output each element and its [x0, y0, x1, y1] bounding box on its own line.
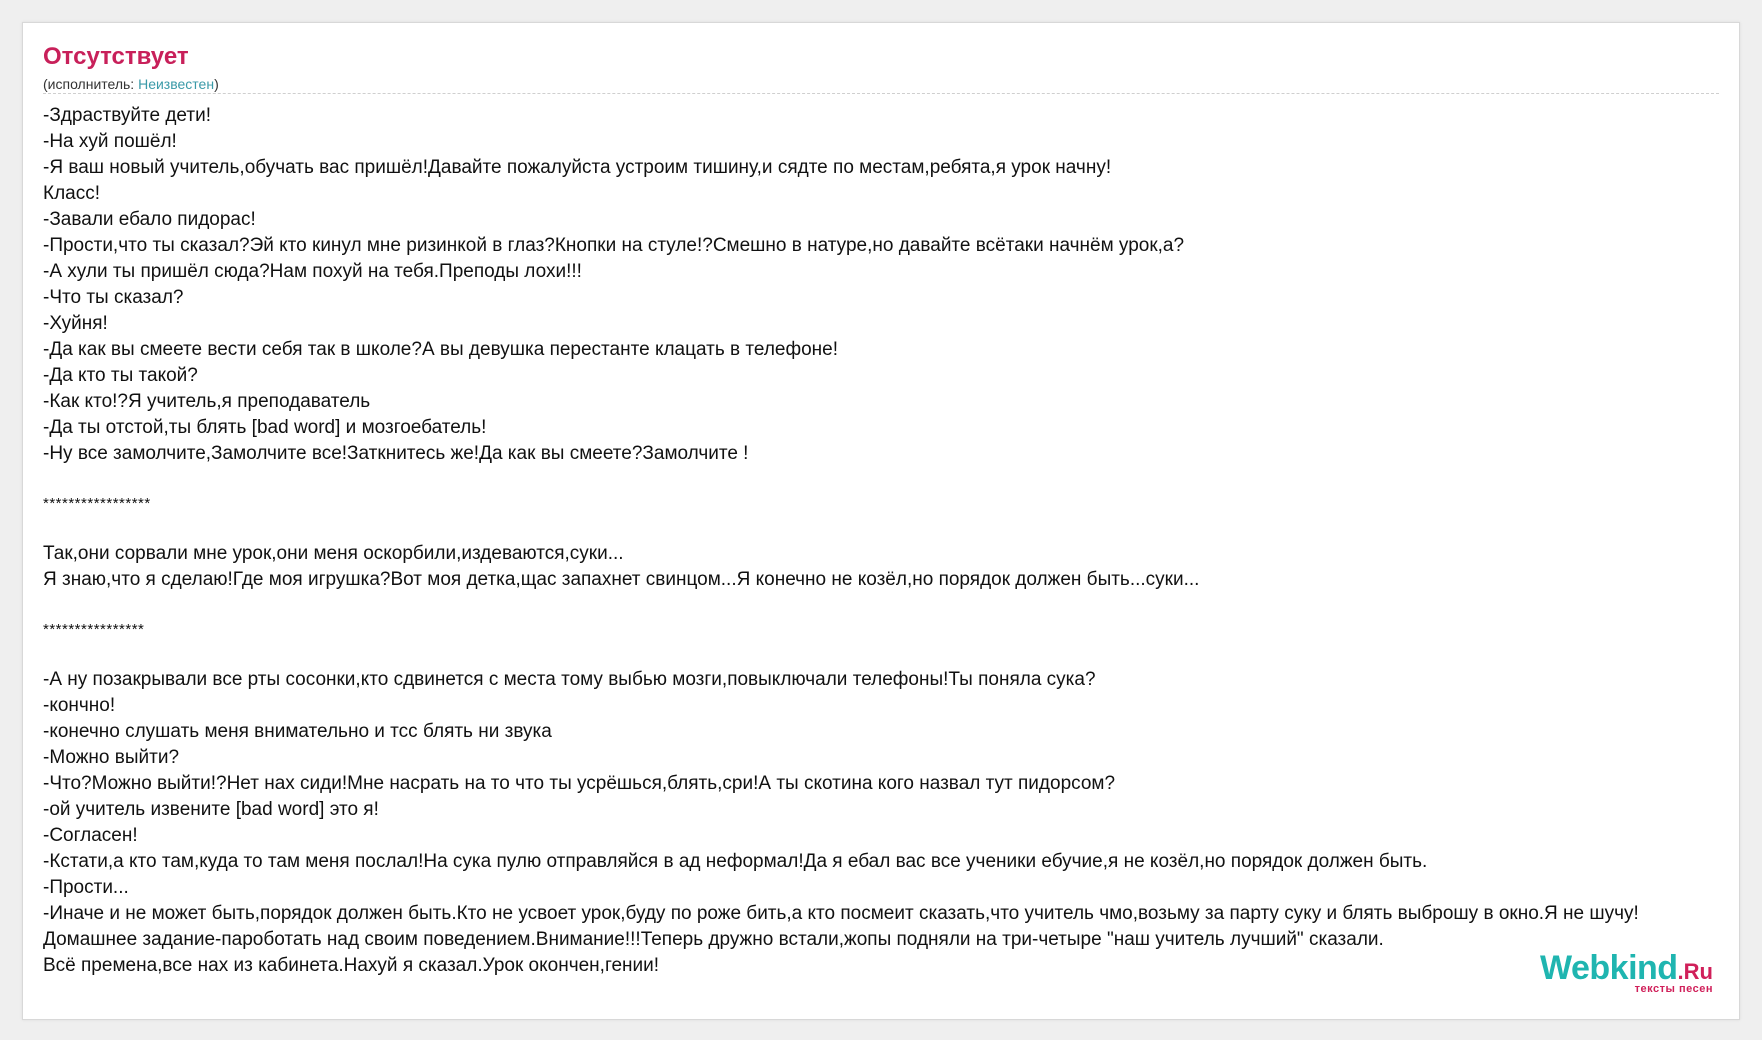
lyric-line: -Иначе и не может быть,порядок должен быть.Кто не усвоет урок,буду по роже бить,а кто посмеит сказать,что учитель чмо,возьму за парту суку и блять выброшу в окно.Я не шучу! [43, 903, 1639, 924]
blank-line [43, 517, 1740, 541]
lyric-line: -Согласен! [43, 825, 138, 846]
performer-label: (исполнитель: [43, 76, 139, 92]
lyric-line: -Завали ебало пидорас! [43, 209, 256, 230]
lyric-line: -Да кто ты такой? [43, 365, 198, 386]
separator-1: ***************** [43, 495, 151, 512]
performer-close: ) [214, 76, 219, 92]
lyric-line: -Ну все замолчите,Замолчите все!Заткнитесь же!Да как вы смеете?Замолчите ! [43, 443, 749, 464]
lyric-line: -Прости... [43, 877, 129, 898]
lyric-line: -Как кто!?Я учитель,я преподаватель [43, 391, 371, 412]
lyric-line: -Прости,что ты сказал?Эй кто кинул мне ризинкой в глаз?Кнопки на стуле!?Смешно в натуре,но давайте всётаки начнём урок,а? [43, 235, 1185, 256]
lyric-line: -Можно выйти? [43, 747, 180, 768]
blank-line [43, 467, 1740, 491]
blank-line [43, 643, 1740, 667]
performer-line [43, 75, 1719, 93]
blank-line [43, 593, 1740, 617]
lyric-line: Домашнее задание-пароботать над своим поведением.Внимание!!!Теперь дружно встали,жопы подняли на три-четыре "наш учитель лучший" сказали. [43, 929, 1384, 950]
lyric-line: -Что?Можно выйти!?Нет нах сиди!Мне насрать на то что ты усрёшься,блять,сри!А ты скотина кого назвал тут пидорсом? [43, 773, 1116, 794]
lyric-line: -А ну позакрывали все рты сосонки,кто сдвинется с места тому выбью мозги,повыключали телефоны!Ты поняла сука? [43, 669, 1096, 690]
lyric-line: -Здраствуйте дети! [43, 105, 211, 126]
webkind-logo[interactable] [1540, 951, 1713, 995]
lyrics-card [22, 22, 1740, 1020]
lyric-line: Я знаю,что я сделаю!Где моя игрушка?Вот моя детка,щас запахнет свинцом...Я конечно не козёл,но порядок должен быть...суки... [43, 569, 1200, 590]
lyric-line: -конечно слушать меня внимательно и тсс блять ни звука [43, 721, 552, 742]
lyric-line: -Хуйня! [43, 313, 108, 334]
lyric-line: Так,они сорвали мне урок,они меня оскорбили,издеваются,суки... [43, 543, 624, 564]
song-header [43, 43, 1719, 93]
logo-wordmark [1540, 951, 1713, 985]
song-title: Отсутствует [43, 43, 189, 70]
stanza-3 [43, 667, 1740, 979]
lyric-line: Всё премена,все нах из кабинета.Нахуй я сказал.Урок окончен,гении! [43, 955, 660, 976]
lyric-line: -ой учитель извените [bad word] это я! [43, 799, 379, 820]
lyrics-body [43, 103, 1740, 979]
stanza-2 [43, 541, 1740, 593]
lyric-line: -Да как вы смеете вести себя так в школе?А вы девушка перестанте клацать в телефоне! [43, 339, 839, 360]
performer-link[interactable]: Неизвестен [138, 76, 215, 92]
lyric-line: -На хуй пошёл! [43, 131, 177, 152]
lyric-line: -Да ты отстой,ты блять [bad word] и мозгоебатель! [43, 417, 487, 438]
lyric-line: -Я ваш новый учитель,обучать вас пришёл!Давайте пожалуйста устроим тишину,и сядте по местам,ребята,я урок начну! [43, 157, 1112, 178]
lyric-line: -А хули ты пришёл сюда?Нам похуй на тебя.Преподы лохи!!! [43, 261, 582, 282]
header-divider [43, 93, 1719, 94]
lyric-line: -Что ты сказал? [43, 287, 184, 308]
separator-2: **************** [43, 621, 145, 638]
logo-main: Webkind [1540, 949, 1678, 987]
logo-tagline: тексты песен [1634, 983, 1713, 995]
stanza-1 [43, 103, 1740, 467]
logo-suffix: .Ru [1677, 959, 1713, 984]
lyric-line: -кончно! [43, 695, 116, 716]
lyric-line: -Кстати,а кто там,куда то там меня послал!На сука пулю отправляйся в ад неформал!Да я ебал вас все ученики ебучие,я не козёл,но порядок должен быть. [43, 851, 1428, 872]
lyric-line: Класс! [43, 183, 100, 204]
